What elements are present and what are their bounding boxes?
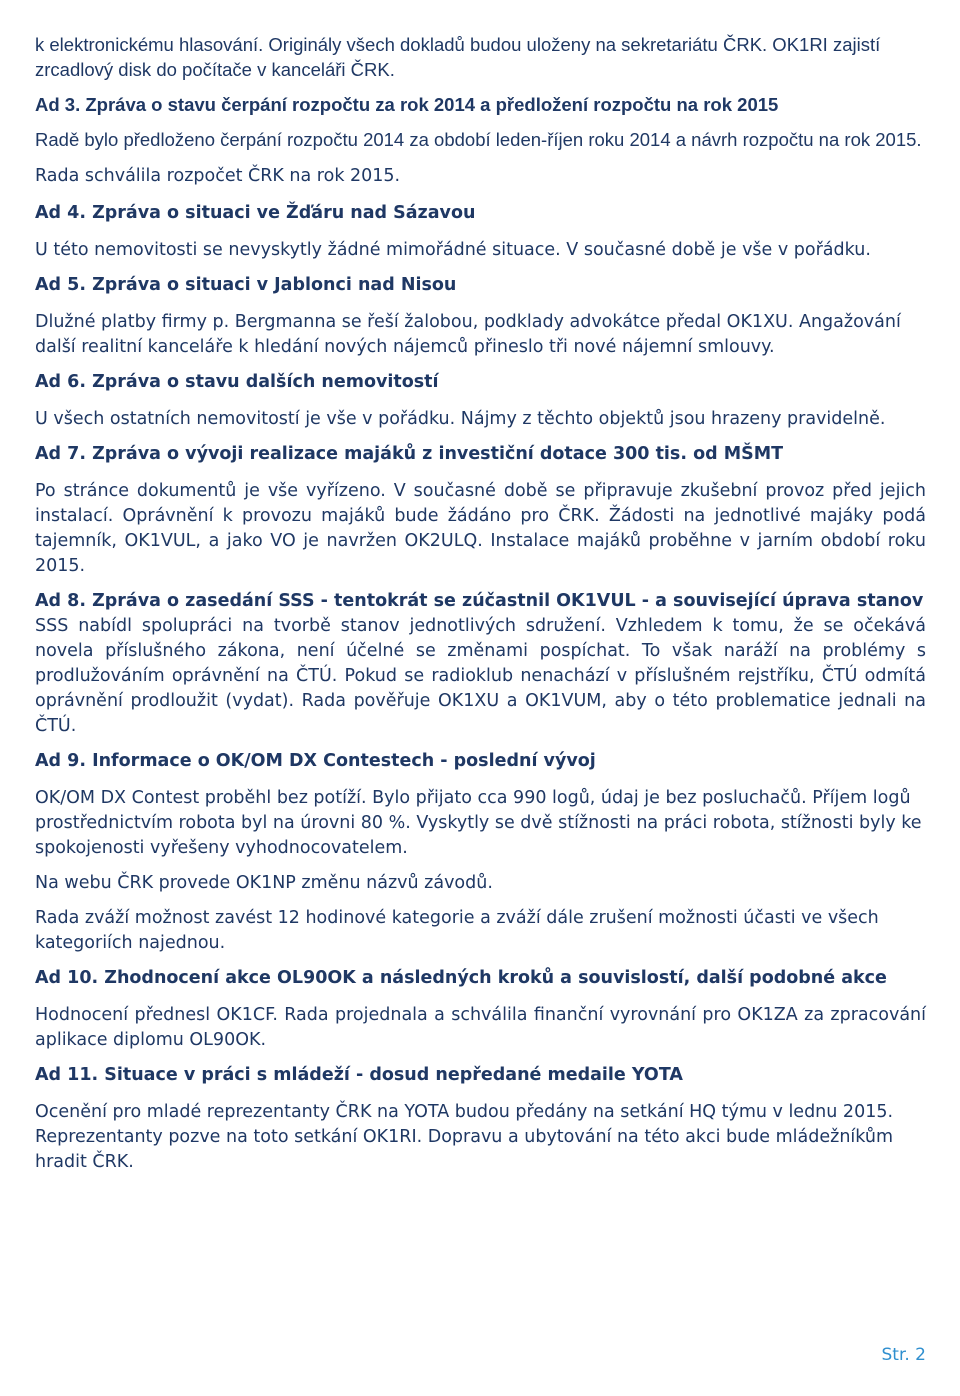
paragraph-ad3-budget: Radě bylo předloženo čerpání rozpočtu 2014 za období leden-říjen roku 2014 a návrh rozpočtu na rok 2015. (35, 129, 922, 150)
paragraph-ad6: U všech ostatních nemovitostí je vše v pořádku. Nájmy z těchto objektů jsou hrazeny pravidelně. (35, 409, 886, 429)
heading-ad7: Ad 7. Zpráva o vývoji realizace majáků z investiční dotace 300 tis. od MŠMT (35, 444, 784, 464)
heading-ad11: Ad 11. Situace v práci s mládeží - dosud nepředané medaile YOTA (35, 1065, 683, 1085)
heading-ad5: Ad 5. Zpráva o situaci v Jablonci nad Nisou (35, 275, 457, 295)
heading-ad3: Ad 3. Zpráva o stavu čerpání rozpočtu za rok 2014 a předložení rozpočtu na rok 2015 (35, 94, 779, 115)
paragraph-ad4: U této nemovitosti se nevyskytly žádné mimořádné situace. V současné době je vše v pořádku. (35, 240, 871, 260)
paragraph-ad2-continuation: k elektronickému hlasování. Originály všech dokladů budou uloženy na sekretariátu ČRK. OK1RI zajistí zrcadlový disk do počítače v kanceláři ČRK. (35, 34, 881, 80)
paragraph-ad5: Dlužné platby firmy p. Bergmanna se řeší žalobou, podklady advokátce předal OK1XU. Angažování další realitní kanceláře k hledání nových nájemců přineslo tři nové nájemní smlouvy. (35, 312, 901, 357)
paragraph-ad9-categories: Rada zváží možnost zavést 12 hodinové kategorie a zváží dále zrušení možnosti účasti ve všech kategoriích najednou. (35, 908, 879, 953)
heading-ad6: Ad 6. Zpráva o stavu dalších nemovitostí (35, 372, 439, 392)
paragraph-ad3-approval: Rada schválila rozpočet ČRK na rok 2015. (35, 166, 401, 186)
paragraph-ad10: Hodnocení přednesl OK1CF. Rada projednala a schválila finanční vyrovnání pro OK1ZA za zpracování aplikace diplomu OL90OK. (35, 1005, 926, 1050)
paragraph-ad7: Po stránce dokumentů je vše vyřízeno. V současné době se připravuje zkušební provoz před jejich instalací. Oprávnění k provozu majáků bude žádáno pro ČRK. Žádosti na jednotlivé majáky podá tajemník, OK1VUL, a jako VO je navržen OK2ULQ. Instalace majáků proběhne v jarním období roku 2015. (35, 481, 926, 576)
heading-ad10: Ad 10. Zhodnocení akce OL90OK a následných kroků a souvislostí, další podobné akce (35, 968, 887, 988)
heading-ad8: Ad 8. Zpráva o zasedání SSS - tentokrát se zúčastnil OK1VUL - a související úprava stanov (35, 591, 924, 611)
paragraph-ad8: SSS nabídl spolupráci na tvorbě stanov jednotlivých sdružení. Vzhledem k tomu, že se očekává novela příslušného zákona, není účelné se změnami pospíchat. To však naráží na problémy s prodlužováním oprávnění na ČTÚ. Pokud se radioklub nenachází v příslušném rejstříku, ČTÚ odmítá oprávnění prodloužit (vydat). Rada pověřuje OK1XU a OK1VUM, aby o této problematice jednali na ČTÚ. (35, 616, 926, 736)
paragraph-ad9-web: Na webu ČRK provede OK1NP změnu názvů závodů. (35, 873, 493, 893)
heading-ad4: Ad 4. Zpráva o situaci ve Žďáru nad Sázavou (35, 203, 476, 223)
paragraph-ad9-contest: OK/OM DX Contest proběhl bez potíží. Bylo přijato cca 990 logů, údaj je bez posluchačů. Příjem logů prostřednictvím robota byl na úrovni 80 %. Vyskytly se dvě stížnosti na práci robota, stížnosti byly ke spokojenosti vyřešeny vyhodnocovatelem. (35, 788, 922, 858)
heading-ad9: Ad 9. Informace o OK/OM DX Contestech - poslední vývoj (35, 751, 596, 771)
paragraph-ad11: Ocenění pro mladé reprezentanty ČRK na YOTA budou předány na setkání HQ týmu v lednu 2015. Reprezentanty pozve na toto setkání OK1RI. Dopravu a ubytování na této akci bude mládežníkům hradit ČRK. (35, 1102, 894, 1172)
document-body (35, 32, 926, 1175)
page-number: Str. 2 (881, 1345, 926, 1365)
